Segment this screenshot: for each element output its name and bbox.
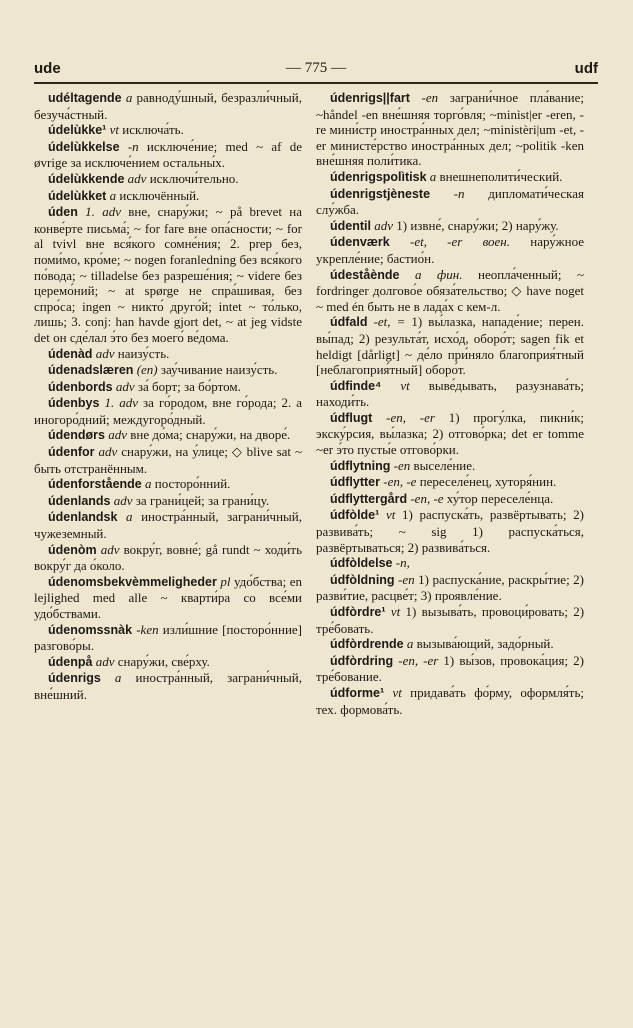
entry-translation: ху́тор переселе́нца.	[446, 490, 554, 506]
entry-headword: údfòlde¹	[330, 508, 380, 523]
dictionary-entry	[34, 574, 302, 622]
dictionary-entry	[34, 90, 302, 122]
dictionary-entry	[316, 169, 584, 186]
entry-headword: údelùkkelse	[48, 139, 120, 154]
entry-grammar: adv	[113, 492, 133, 508]
entry-translation: исключённый.	[119, 187, 200, 203]
entry-headword: údenlandsk	[48, 510, 118, 525]
dictionary-entry	[316, 474, 584, 491]
entry-grammar: a	[145, 476, 152, 492]
entry-headword: údfòldning	[330, 572, 395, 587]
dictionary-entry	[34, 670, 302, 702]
entry-headword: údforme¹	[330, 685, 385, 700]
entry-grammar: -et, =	[373, 314, 406, 330]
entry-headword: údenrigspolìtisk	[330, 169, 427, 184]
entry-grammar: vt	[400, 377, 410, 393]
dictionary-entry	[316, 186, 584, 218]
entry-translation: выве́дывать, разузнава́ть; находи́ть.	[316, 377, 585, 410]
entry-headword: údflyttergård	[330, 491, 408, 506]
entry-headword: údfinde⁴	[330, 378, 382, 393]
entry-grammar: (en)	[136, 362, 158, 378]
entry-translation: снару́жи, све́рху.	[117, 653, 210, 669]
entry-headword: údenbords	[48, 379, 113, 394]
entry-translation: вне, снару́жи; ~ på brevet на конве́рте письма́; ~ for fare вне опа́сности; ~ for al tvivl вне вся́кого сомне́ния; 2. prep без, поми́мо, кро́ме; ~ nogen foranledning без вся́кого по́вода; ~ tilladelse без разреше́ния; ~ videre без церемо́ний; ~ at spørge не спра́шивая, без спро́са; ingen ~ никто́ друго́й; intet ~ то́лько, лишь; 3. conj: han havde gjort det, ~ at jeg vidste det он сде́лал э́то без моего́ ве́дома.	[34, 204, 303, 345]
header-right-guideword: udf	[574, 60, 598, 77]
entry-grammar: a	[125, 90, 133, 105]
entry-grammar: 1. adv	[85, 204, 121, 220]
entry-translation: наизу́сть.	[117, 345, 170, 361]
page-number: — 775 —	[286, 60, 346, 76]
entry-translation: нару́жное укрепле́ние; бастио́н.	[316, 234, 585, 266]
page-header	[34, 60, 598, 82]
entry-grammar: adv	[95, 345, 115, 361]
dictionary-entry	[34, 476, 302, 493]
entry-grammar: a фин.	[415, 266, 463, 282]
entry-translation: вокру́г, вовне́; gå rundt ~ ходи́ть вокру́г да о́коло.	[34, 541, 303, 574]
entry-translation: посторо́нний.	[154, 476, 231, 492]
entry-translation: изли́шние [посторо́нние] разгово́ры.	[34, 621, 302, 654]
entry-headword: úden	[48, 205, 78, 220]
entry-headword: údfòrdrende	[330, 637, 404, 652]
dictionary-entry	[316, 653, 584, 685]
entry-translation: вызыва́ющий, задо́рный.	[416, 636, 554, 652]
dictionary-entry	[34, 362, 302, 379]
entry-translation: снару́жи, на у́лице; ◇ blive sat ~ быть отстранённым.	[34, 444, 303, 476]
entry-grammar: adv	[374, 217, 393, 233]
entry-grammar: a	[429, 168, 437, 184]
entry-grammar: adv	[108, 427, 127, 443]
entry-grammar: vt	[390, 604, 401, 619]
entry-grammar: -ken	[136, 621, 159, 637]
dictionary-entry	[34, 171, 302, 188]
dictionary-entry	[34, 622, 302, 654]
dictionary-entry	[316, 491, 584, 508]
dictionary-entry	[316, 234, 584, 266]
dictionary-entry	[316, 636, 584, 653]
entry-headword: údfòldelse	[330, 556, 393, 571]
dictionary-entry	[34, 139, 302, 171]
dictionary-entry	[34, 379, 302, 396]
entry-grammar: -en, -er	[398, 652, 439, 668]
entry-grammar: vt	[385, 507, 396, 523]
entry-headword: údenbys	[48, 396, 100, 411]
entry-translation: равноду́шный, безразли́чный, безуча́стный.	[34, 90, 302, 122]
dictionary-entry	[34, 654, 302, 671]
entry-headword: údflytter	[330, 475, 380, 490]
dictionary-entry	[316, 572, 584, 604]
dictionary-entry	[316, 90, 584, 169]
entry-grammar: adv	[98, 444, 118, 460]
entry-grammar: 1. adv	[104, 395, 138, 411]
entry-grammar: adv	[100, 541, 120, 557]
entry-headword: údenrigs||fart	[330, 91, 410, 105]
entry-headword: údenrigs	[48, 671, 101, 686]
entry-headword: údfald	[330, 315, 368, 330]
entry-grammar: -en, -e	[383, 474, 417, 490]
entry-headword: údenforstående	[48, 477, 142, 492]
entry-grammar: -et, -er воен.	[409, 234, 511, 250]
entry-translation: иностра́нный, заграни́чный, вне́шний.	[34, 670, 302, 702]
dictionary-entry	[34, 395, 302, 427]
entry-grammar: vt	[109, 122, 119, 138]
entry-headword: údenòm	[48, 542, 97, 557]
dictionary-entry	[34, 493, 302, 510]
entry-headword: údentil	[330, 218, 371, 233]
entry-grammar: a	[406, 636, 414, 652]
entry-headword: údenværk	[330, 235, 390, 250]
entry-translation: 1) вызыва́ть, провоци́ровать; 2) тре́бовать.	[316, 604, 585, 636]
entry-headword: údelùkket	[48, 188, 107, 203]
entry-translation: придава́ть фо́рму, оформля́ть; тех. формова́ть.	[316, 684, 585, 717]
entry-headword: údflugt	[330, 410, 373, 425]
entry-translation: исключе́ние; med ~ af de øvrige за исключе́нием остальны́х.	[34, 138, 303, 171]
entry-grammar: adv	[95, 653, 115, 669]
entry-translation: внешнеполити́ческий.	[439, 168, 563, 184]
entry-translation: дипломати́ческая слу́жба.	[316, 185, 584, 218]
entry-grammar: a	[114, 670, 122, 686]
dictionary-entry	[34, 188, 302, 205]
dictionary-entry	[316, 378, 584, 410]
entry-grammar: -n	[453, 185, 465, 201]
entry-translation: исключи́тельно.	[149, 170, 239, 186]
entry-translation: за грани́цей; за грани́цу.	[135, 492, 270, 508]
dictionary-entry	[316, 604, 584, 636]
entry-translation: удо́бства; en lejlighed med alle ~ кварти́ра со все́ми удо́бствами.	[34, 573, 303, 621]
dictionary-entry	[316, 507, 584, 555]
entry-grammar: pl	[220, 573, 231, 589]
entry-grammar: adv	[115, 378, 135, 394]
entry-translation: исключа́ть.	[122, 122, 184, 138]
entry-translation: 1) извне́, снару́жи; 2) нару́жу.	[396, 217, 559, 233]
right-column	[316, 90, 584, 717]
dictionary-entry	[316, 410, 584, 458]
dictionary-entry	[316, 218, 584, 235]
entry-headword: údendørs	[48, 428, 105, 443]
entry-translation: 1) распуска́ть, развёртывать; 2) развива́ть; ~ sig 1) распуска́ться, развёртываться; 2) развива́ться.	[316, 507, 584, 555]
entry-translation: выселе́ние.	[413, 457, 476, 473]
entry-headword: údenlands	[48, 493, 111, 508]
entry-translation: зау́чивание наизу́сть.	[160, 362, 278, 378]
entry-headword: údenàd	[48, 346, 93, 361]
dictionary-entry	[34, 204, 302, 345]
entry-translation: 1) вы́зов, провока́ция; 2) тре́бование.	[316, 652, 585, 685]
entry-headword: udéltagende	[48, 91, 122, 105]
dictionary-entry	[316, 314, 584, 377]
dictionary-entry	[34, 427, 302, 444]
entry-headword: údenadslæren	[48, 363, 134, 378]
entry-translation: неопла́ченный; ~ fordringer долгово́е обяза́тельство; ◇ have noget ~ med én быть не в лада́х с кем-л.	[316, 266, 585, 314]
entry-grammar: a	[109, 187, 117, 203]
entry-headword: údenpå	[48, 654, 93, 669]
entry-headword: údelùkkende	[48, 171, 125, 186]
left-column	[34, 90, 302, 703]
entry-grammar: a	[126, 509, 133, 525]
entry-translation: заграни́чное пла́вание; ~håndel -en вне́шняя торго́вля; ~minìst|er -eren, -re мини́стр иностра́нных дел; ~ministèri|um -et, -er министе́рство иностра́нных дел; ~politik -ken вне́шняя поли́тика.	[316, 90, 584, 169]
entry-headword: údflytning	[330, 458, 391, 473]
entry-translation: 1) прогу́лка, пикни́к; экску́рсия, вы́лазка; 2) отгово́рка; det er tomme ~er э́то пусты́е отгово́рки.	[316, 409, 585, 458]
entry-grammar: -en	[393, 457, 411, 473]
entry-headword: údfòrdring	[330, 653, 394, 668]
entry-headword: údenomssnàk	[48, 622, 133, 637]
entry-translation: 1) вы́лазка, нападе́ние; перен. вы́пад; 2) результа́т, исхо́д, оборо́т; sagen fik et heldigt [dårligt] ~ де́ло при́няло благоприя́тный [неблагоприя́тный] оборо́т.	[316, 314, 585, 378]
dictionary-entry	[34, 444, 302, 476]
entry-grammar: vt	[392, 684, 402, 700]
entry-translation: вне до́ма; снару́жи, на дворе́.	[130, 427, 291, 443]
header-rule	[34, 82, 598, 84]
entry-headword: údenomsbekvèmmeligheder	[48, 574, 217, 589]
entry-translation: за́ борт; за бо́ртом.	[137, 378, 241, 394]
entry-grammar: -en	[398, 571, 415, 587]
entry-grammar: -en	[421, 90, 439, 105]
entry-headword: údelùkke¹	[48, 123, 107, 138]
header-left-guideword: ude	[34, 60, 61, 77]
dictionary-entry	[34, 346, 302, 363]
entry-headword: údfòrdre¹	[330, 605, 386, 619]
entry-headword: údenfor	[48, 445, 95, 460]
entry-translation: иностра́нный, заграни́чный, чужеземный.	[34, 509, 302, 542]
dictionary-entry	[316, 555, 584, 572]
entry-translation: переселе́нец, хуторя́нин.	[419, 474, 557, 490]
entry-grammar: -n,	[395, 555, 410, 571]
entry-headword: údenrigstjèneste	[330, 186, 431, 201]
dictionary-entry	[316, 458, 584, 475]
entry-grammar: -en, -e	[410, 490, 444, 506]
dictionary-entry	[316, 685, 584, 717]
entry-translation: за го́родом, вне го́рода; 2. a иногоро́дний; междугоро́дный.	[34, 395, 303, 427]
dictionary-entry	[34, 542, 302, 574]
entry-grammar: -en, -er	[386, 409, 435, 425]
dictionary-entry	[316, 267, 584, 315]
dictionary-entry	[34, 122, 302, 139]
entry-grammar: -n	[127, 138, 139, 154]
entry-grammar: adv	[127, 170, 147, 186]
entry-translation: 1) распуска́ние, раскры́тие; 2) разви́тие, расцве́т; 3) проявле́ние.	[316, 571, 585, 604]
entry-headword: údeståènde	[330, 267, 400, 282]
dictionary-entry	[34, 509, 302, 541]
